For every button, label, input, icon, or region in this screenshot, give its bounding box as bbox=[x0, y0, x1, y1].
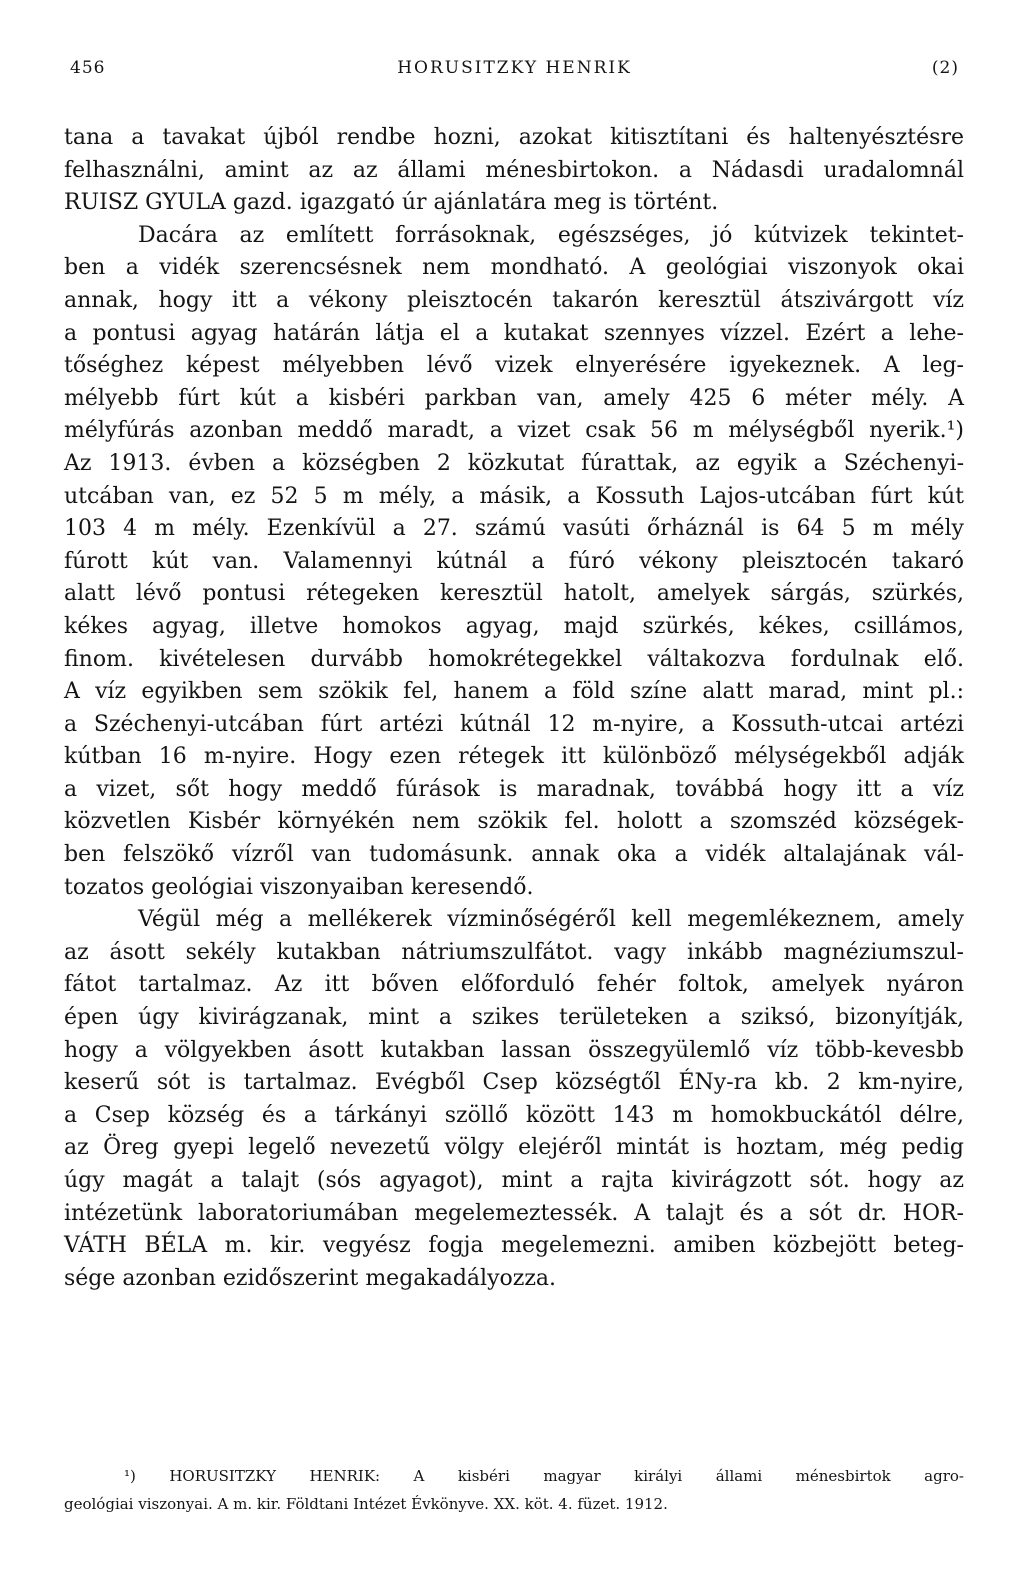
text-line: az ásott sekély kutakban nátriumszulfátot. vagy inkább magnéziumszul- bbox=[64, 939, 964, 965]
text-line: tozatos geológiai viszonyaiban keresendő. bbox=[64, 874, 534, 900]
body-text bbox=[64, 122, 964, 1295]
text-line: tőséghez képest mélyebben lévő vizek elnyerésére igyekeznek. A leg- bbox=[64, 353, 964, 379]
text-line: az Öreg gyepi legelő nevezetű völgy elejéről mintát is hoztam, még pedig bbox=[64, 1135, 964, 1161]
text-line: ben felszökő vízről van tudomásunk. annak oka a vidék altalajának vál- bbox=[64, 842, 964, 868]
text-line: intézetünk laboratoriumában megelemeztessék. A talajt és a sót dr. HOR- bbox=[64, 1200, 964, 1226]
text-line: felhasználni, amint az az állami ménesbirtokon. a Nádasdi uradalomnál bbox=[64, 157, 964, 183]
text-line: Dacára az említett forrásoknak, egészséges, jó kútvizek tekintet- bbox=[138, 222, 964, 248]
footnote-line: geológiai viszonyai. A m. kir. Földtani Intézet Évkönyve. XX. köt. 4. füzet. 1912. bbox=[64, 1495, 668, 1513]
text-line: a Csep község és a tárkányi szöllő között 143 m homokbuckától délre, bbox=[64, 1102, 964, 1128]
running-title: HORUSITZKY HENRIK bbox=[397, 58, 632, 78]
text-line: a vizet, sőt hogy meddő fúrások is maradnak, továbbá hogy itt a víz bbox=[64, 776, 964, 802]
footnote bbox=[64, 1462, 964, 1518]
running-header bbox=[70, 58, 959, 88]
text-line: A víz egyikben sem szökik fel, hanem a föld színe alatt marad, mint pl.: bbox=[64, 679, 964, 705]
text-line: úgy magát a talajt (sós agyagot), mint a rajta kivirágzott sót. hogy az bbox=[64, 1168, 964, 1193]
text-line: a pontusi agyag határán látja el a kutakat szennyes vízzel. Ezért a lehe- bbox=[64, 320, 964, 346]
page-number: 456 bbox=[70, 58, 106, 78]
text-line: Végül még a mellékerek vízminőségéről kell megemlékeznem, amely bbox=[138, 907, 964, 933]
text-line: mélyebb fúrt kút a kisbéri parkban van, amely 425 6 méter mély. A bbox=[64, 385, 964, 411]
text-line: a Széchenyi-utcában fúrt artézi kútnál 12 m-nyire, a Kossuth-utcai artézi bbox=[64, 711, 964, 737]
text-line: alatt lévő pontusi rétegeken keresztül hatolt, amelyek sárgás, szürkés, bbox=[64, 581, 964, 607]
text-line: 103 4 m mély. Ezenkívül a 27. számú vasúti őrháznál is 64 5 m mély bbox=[64, 516, 964, 542]
text-line: fátot tartalmaz. Az itt bőven előforduló fehér foltok, amelyek nyáron bbox=[64, 972, 964, 998]
part-number: (2) bbox=[931, 58, 959, 78]
text-line: VÁTH BÉLA m. kir. vegyész fogja megelemezni. amiben közbejött beteg- bbox=[64, 1233, 964, 1259]
text-line: ben a vidék szerencsésnek nem mondható. A geológiai viszonyok okai bbox=[64, 255, 964, 281]
text-line: sége azonban ezidőszerint megakadályozza. bbox=[64, 1265, 557, 1291]
text-line: hogy a völgyekben ásott kutakban lassan összegyülemlő víz több-kevesbb bbox=[64, 1037, 964, 1063]
text-line: kékes agyag, illetve homokos agyag, majd szürkés, kékes, csillámos, bbox=[64, 613, 964, 639]
text-line: finom. kivételesen durvább homokrétegekkel váltakozva fordulnak elő. bbox=[64, 646, 964, 672]
text-line: RUISZ GYULA gazd. igazgató úr ajánlatára meg is történt. bbox=[64, 190, 719, 216]
text-line: annak, hogy itt a vékony pleisztocén takarón keresztül átszivárgott víz bbox=[64, 287, 964, 313]
text-line: utcában van, ez 52 5 m mély, a másik, a Kossuth Lajos-utcában fúrt kút bbox=[64, 483, 964, 509]
text-line: tana a tavakat újból rendbe hozni, azokat kitisztítani és haltenyésztésre bbox=[64, 125, 964, 150]
text-line: keserű sót is tartalmaz. Evégből Csep községtől ÉNy-ra kb. 2 km-nyire, bbox=[64, 1070, 964, 1096]
text-line: mélyfúrás azonban meddő maradt, a vizet csak 56 m mélységből nyerik.¹) bbox=[64, 418, 964, 444]
text-line: Az 1913. évben a községben 2 közkutat fúrattak, az egyik a Széchenyi- bbox=[64, 450, 964, 476]
footnote-line: ¹) HORUSITZKY HENRIK: A kisbéri magyar királyi állami ménesbirtok agro- bbox=[124, 1467, 964, 1485]
text-line: kútban 16 m-nyire. Hogy ezen rétegek itt különböző mélységekből adják bbox=[64, 744, 964, 770]
text-line: épen úgy kivirágzanak, mint a szikes területeken a sziksó, bizonyítják, bbox=[64, 1005, 964, 1031]
text-line: fúrott kút van. Valamennyi kútnál a fúró vékony pleisztocén takaró bbox=[64, 548, 964, 574]
text-line: közvetlen Kisbér környékén nem szökik fel. holott a szomszéd községek- bbox=[64, 809, 964, 835]
